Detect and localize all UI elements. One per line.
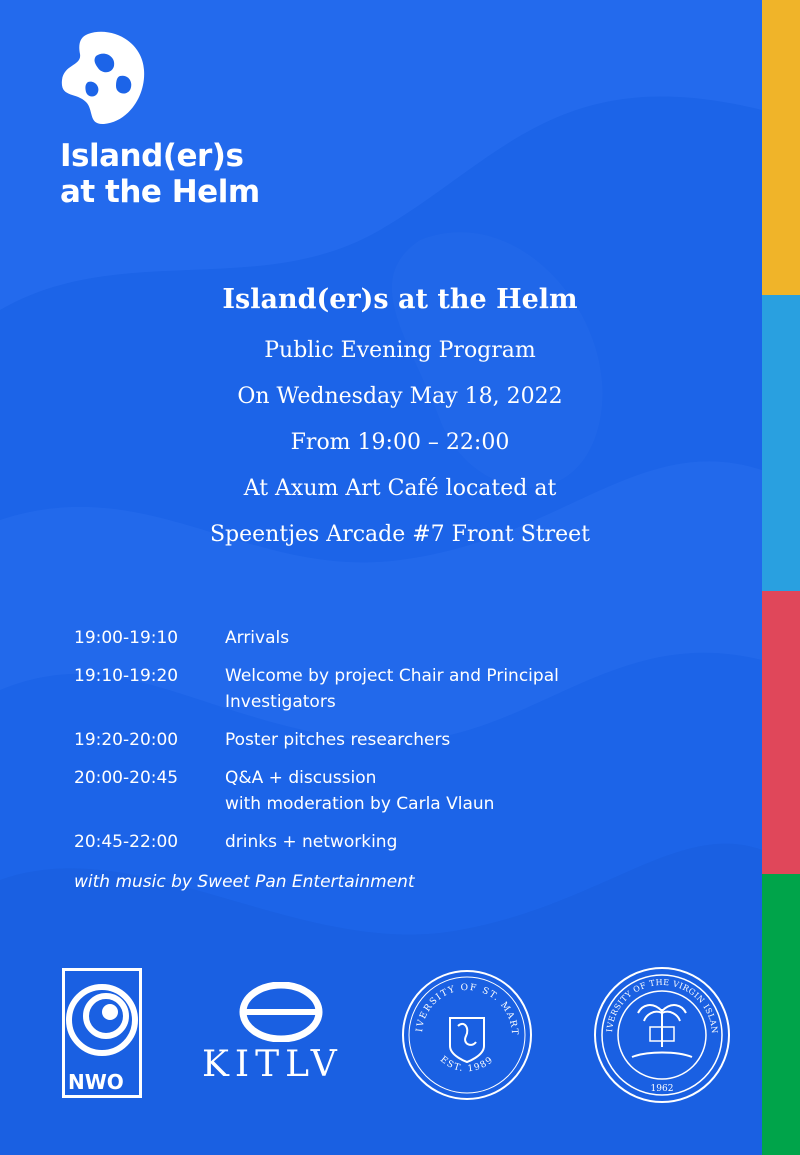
schedule-activity xyxy=(225,829,714,855)
kitlv-logo xyxy=(196,982,366,1092)
event-time: From 19:00 – 22:00 xyxy=(290,430,510,455)
stripe-green xyxy=(762,874,800,1155)
schedule-time: 19:20-20:00 xyxy=(74,730,179,750)
usm-seal xyxy=(400,968,534,1102)
activity-line: Poster pitches researchers xyxy=(225,730,451,750)
schedule-row xyxy=(74,625,714,651)
schedule-row xyxy=(74,727,714,753)
brand-line-2: at the Helm xyxy=(60,174,260,210)
usm-seal-icon xyxy=(400,968,534,1102)
schedule-activity xyxy=(225,727,714,753)
uvi-top-text: IVERSITY OF THE VIRGIN ISLAN xyxy=(605,977,720,1035)
activity-line: with moderation by Carla Vlaun xyxy=(225,794,495,814)
music-note: with music by Sweet Pan Entertainment xyxy=(74,872,415,892)
schedule-time: 19:10-19:20 xyxy=(74,666,179,686)
event-info xyxy=(0,278,800,558)
brand-wordmark xyxy=(60,138,260,210)
uvi-year-text: 1962 xyxy=(650,1084,674,1094)
stripe-yellow xyxy=(762,0,800,295)
stripe-red xyxy=(762,591,800,874)
activity-line: Q&A + discussion xyxy=(225,768,377,788)
usm-bottom-text: EST. 1989 xyxy=(438,1054,496,1075)
activity-line: Investigators xyxy=(225,692,336,712)
event-subtitle: Public Evening Program xyxy=(264,338,536,363)
program-schedule xyxy=(74,625,714,867)
schedule-row xyxy=(74,663,714,715)
schedule-activity xyxy=(225,625,714,651)
schedule-row xyxy=(74,765,714,817)
islanders-logo-icon xyxy=(58,30,148,126)
schedule-time: 20:00-20:45 xyxy=(74,768,179,788)
uvi-seal xyxy=(592,965,732,1105)
schedule-time: 20:45-22:00 xyxy=(74,832,179,852)
uvi-seal-icon xyxy=(592,965,732,1105)
event-title: Island(er)s at the Helm xyxy=(222,284,578,315)
event-date: On Wednesday May 18, 2022 xyxy=(237,384,563,409)
kitlv-emblem-icon xyxy=(196,982,366,1042)
svg-text:UNIVERSITY OF ST. MARTIN xyxy=(400,968,519,1036)
schedule-activity xyxy=(225,765,714,817)
brand-line-1: Island(er)s xyxy=(60,138,244,174)
schedule-time: 19:00-19:10 xyxy=(74,628,179,648)
activity-line: Arrivals xyxy=(225,628,290,648)
activity-line: drinks + networking xyxy=(225,832,398,852)
nwo-label: NWO xyxy=(68,1070,124,1094)
kitlv-label: KITLV xyxy=(202,1044,343,1085)
event-venue: At Axum Art Café located at xyxy=(243,476,557,501)
event-address: Speentjes Arcade #7 Front Street xyxy=(209,522,591,547)
svg-text:EST. 1989 xyxy=(438,1055,496,1075)
usm-top-text: IVERSITY OF ST. MART xyxy=(415,982,520,1037)
activity-line: Welcome by project Chair and Principal xyxy=(225,666,559,686)
nwo-logo xyxy=(62,968,142,1098)
schedule-row xyxy=(74,829,714,855)
schedule-activity xyxy=(225,663,714,715)
